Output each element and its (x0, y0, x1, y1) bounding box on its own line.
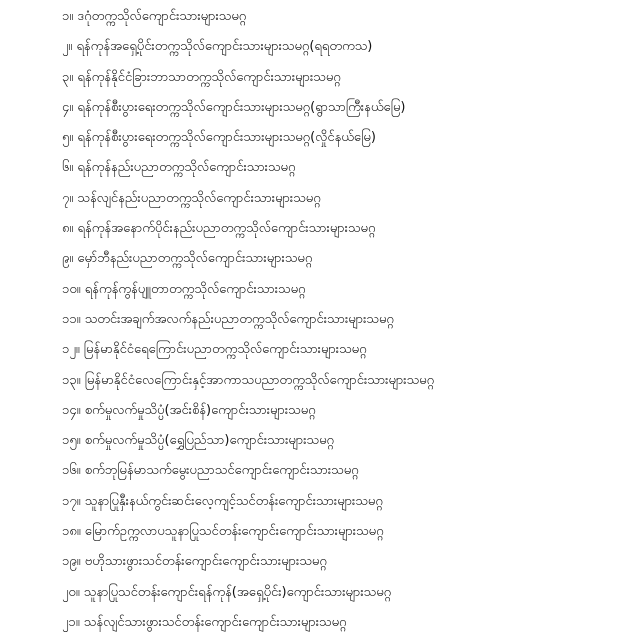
list-item: ၁၀။ ရန်ကုန်ကွန်ပျူတာတက္ကသိုလ်ကျောင်းသားသမဂ္ဂ (62, 281, 306, 297)
list-item: ၁၄။ စက်မှုလက်မှုသိပ္ပံ(အင်းစိန်)ကျောင်းသားများသမဂ္ဂ (62, 402, 316, 418)
list-item: ၁၉။ ဗဟိုသားဖွားသင်တန်းကျောင်းကျောင်းသားများသမဂ္ဂ (62, 554, 327, 570)
list-item: ၁။ ဒဂုံတက္ကသိုလ်ကျောင်းသားများသမဂ္ဂ (62, 9, 247, 24)
list-item: ၁၃။ မြန်မာနိုင်ငံလေကြောင်းနှင့်အာကာသပညာတက္ကသိုလ်ကျောင်းသားများသမဂ္ဂ (62, 372, 435, 388)
list-item: ၈။ ရန်ကုန်အနောက်ပိုင်းနည်းပညာတက္ကသိုလ်ကျောင်းသားများသမဂ္ဂ (62, 221, 376, 237)
list-item: ၅။ ရန်ကုန်စီးပွားရေးတက္ကသိုလ်ကျောင်းသားများသမဂ္ဂ(လှိုင်နယ်မြေ) (62, 130, 376, 146)
student-union-list (62, 2, 602, 638)
list-item: ၇။ သန်လျင်နည်းပညာတက္ကသိုလ်ကျောင်းသားများသမဂ္ဂ (62, 190, 321, 206)
list-item: ၁၁။ သတင်းအချက်အလက်နည်းပညာတက္ကသိုလ်ကျောင်းသားများသမဂ္ဂ (62, 311, 394, 327)
list-item: ၁၂။ မြန်မာနိုင်ငံရေကြောင်းပညာတက္ကသိုလ်ကျောင်းသားများသမဂ္ဂ (62, 342, 367, 358)
list-item: ၂။ ရန်ကုန်အရှေ့ပိုင်းတက္ကသိုလ်ကျောင်းသားများသမဂ္ဂ(ရရတကသ) (62, 39, 373, 55)
list-item: ၂၀။ သူနာပြုသင်တန်းကျောင်းရန်ကုန်(အရှေ့ပိုင်း)ကျောင်းသားများသမဂ္ဂ (62, 584, 392, 600)
list-item: ၁၆။ စက်ဘုမြန်မာသက်မွေးပညာသင်ကျောင်းကျောင်းသားသမဂ္ဂ (62, 463, 359, 479)
list-item: ၁၇။ သူနာပြုနှီးနယ်ကွင်းဆင်းလေ့ကျင့်သင်တန်းကျောင်းသားများသမဂ္ဂ (62, 493, 383, 509)
list-item: ၃။ ရန်ကုန်နိုင်ငံခြားဘာသာတက္ကသိုလ်ကျောင်းသားများသမဂ္ဂ (62, 69, 341, 85)
list-item: ၄။ ရန်ကုန်စီးပွားရေးတက္ကသိုလ်ကျောင်းသားများသမဂ္ဂ(ရွာသာကြီးနယ်မြေ) (62, 99, 406, 115)
list-item: ၂၁။ သန်လျင်သားဖွားသင်တန်းကျောင်းကျောင်းသားများသမဂ္ဂ (62, 614, 347, 630)
list-item: ၁၅။ စက်မှုလက်မှုသိပ္ပံ(ရွှေပြည်သာ)ကျောင်းသားများသမဂ္ဂ (62, 433, 334, 449)
list-item: ၉။ မှော်ဘီနည်းပညာတက္ကသိုလ်ကျောင်းသားများသမဂ္ဂ (62, 251, 313, 267)
list-item: ၆။ ရန်ကုန်နည်းပညာတက္ကသိုလ်ကျောင်းသားသမဂ္ဂ (62, 160, 296, 176)
list-item: ၁၈။ မြောက်ဥက္ကလာပသူနာပြုသင်တန်းကျောင်းကျောင်းသားများသမဂ္ဂ (62, 524, 384, 540)
